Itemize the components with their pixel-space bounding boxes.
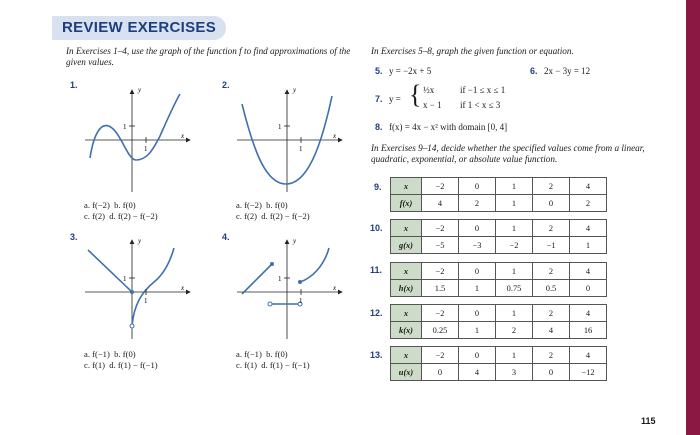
- table-header-f: f(x): [391, 195, 422, 212]
- axis-label-x: x: [333, 284, 337, 292]
- table-header-x: x: [391, 220, 422, 237]
- tick-label-1: 1: [278, 123, 282, 131]
- subitem: a. f(−2) b. f(0): [236, 200, 288, 210]
- tick-label-1: 1: [123, 275, 127, 283]
- instructions-1-4: In Exercises 1–4, use the graph of the function f to find approximations of the given values.: [66, 46, 351, 67]
- exercise-number: 8.: [375, 122, 383, 132]
- section-title: REVIEW EXERCISES: [62, 19, 217, 36]
- axis-label-x: x: [333, 132, 337, 140]
- table-header-f: h(x): [391, 280, 422, 297]
- function-curve: [300, 248, 329, 282]
- exercise-7-row2: x − 1: [423, 100, 442, 110]
- table-exercise-11: x −2 0 1 2 4 h(x) 1.5 1 0.75 0.5 0: [390, 262, 607, 297]
- subitem: c. f(2) d. f(2) − f(−2): [236, 211, 310, 221]
- table-header-x: x: [391, 263, 422, 280]
- axis-label-x: x: [181, 284, 185, 292]
- tick-label-1: 1: [278, 275, 282, 283]
- graph-exercise-4: [232, 234, 352, 344]
- exercise-number: 12.: [370, 308, 383, 318]
- instructions-9-14: In Exercises 9–14, decide whether the specified values come from a linear, quadratic, exponential, or absolute value function.: [371, 143, 645, 164]
- graph-exercise-3: [80, 234, 200, 344]
- axis-label-x: x: [181, 132, 185, 140]
- table-exercise-9: x −2 0 1 2 4 f(x) 4 2 1 0 2: [390, 177, 607, 212]
- table-exercise-13: x −2 0 1 2 4 u(x) 0 4 3 0 −12: [390, 346, 607, 381]
- exercise-number: 11.: [370, 265, 383, 275]
- exercise-6-text: 2x − 3y = 12: [544, 66, 591, 76]
- exercise-8-text: f(x) = 4x − x² with domain [0, 4]: [389, 122, 508, 132]
- table-header-f: k(x): [391, 322, 422, 339]
- function-line: [242, 264, 272, 294]
- page-number: 115: [641, 416, 656, 426]
- graph-exercise-2: [232, 82, 352, 197]
- table-header-x: x: [391, 305, 422, 322]
- tick-label-1: 1: [144, 145, 148, 153]
- axis-label-y: y: [293, 86, 297, 94]
- axis-label-y: y: [138, 237, 142, 245]
- subitem: c. f(1) d. f(1) − f(−1): [84, 360, 158, 370]
- page-edge: [686, 0, 700, 435]
- exercise-number: 4.: [222, 232, 230, 242]
- tick-label-1: 1: [123, 123, 127, 131]
- tick-label-1: 1: [144, 297, 148, 305]
- exercise-7-lhs: y =: [389, 94, 401, 104]
- axis-label-y: y: [138, 86, 142, 94]
- exercise-5-text: y = −2x + 5: [389, 66, 432, 76]
- subitem: c. f(2) d. f(2) − f(−2): [84, 211, 158, 221]
- graph-exercise-1: [80, 82, 200, 197]
- table-header-x: x: [391, 347, 422, 364]
- function-line: [88, 250, 132, 292]
- exercise-number: 3.: [70, 232, 78, 242]
- exercise-7-cond1: if −1 ≤ x ≤ 1: [460, 85, 506, 95]
- subitem: a. f(−1) b. f(0): [236, 349, 288, 359]
- exercise-number: 6.: [530, 66, 538, 76]
- function-curve: [90, 94, 180, 160]
- exercise-number: 1.: [70, 80, 78, 90]
- table-exercise-10: x −2 0 1 2 4 g(x) −5 −3 −2 −1 1: [390, 219, 607, 254]
- table-exercise-12: x −2 0 1 2 4 k(x) 0.25 1 2 4 16: [390, 304, 607, 339]
- brace: {: [409, 80, 422, 109]
- table-header-x: x: [391, 178, 422, 195]
- table-header-f: u(x): [391, 364, 422, 381]
- exercise-number: 9.: [374, 182, 382, 192]
- exercise-number: 13.: [370, 350, 383, 360]
- exercise-number: 10.: [370, 223, 383, 233]
- subitem: a. f(−2) b. f(0): [84, 200, 136, 210]
- exercise-number: 2.: [222, 80, 230, 90]
- tick-label-1: 1: [299, 297, 303, 305]
- instructions-5-8: In Exercises 5–8, graph the given function or equation.: [371, 46, 574, 56]
- tick-label-1: 1: [299, 145, 303, 153]
- table-header-f: g(x): [391, 237, 422, 254]
- subitem: c. f(1) d. f(1) − f(−1): [236, 360, 310, 370]
- exercise-7-cond2: if 1 < x ≤ 3: [460, 100, 501, 110]
- exercise-number: 5.: [375, 66, 383, 76]
- subitem: a. f(−1) b. f(0): [84, 349, 136, 359]
- function-curve: [132, 248, 174, 326]
- exercise-number: 7.: [375, 94, 383, 104]
- axis-label-y: y: [293, 237, 297, 245]
- exercise-7-row1: ½x: [423, 85, 435, 95]
